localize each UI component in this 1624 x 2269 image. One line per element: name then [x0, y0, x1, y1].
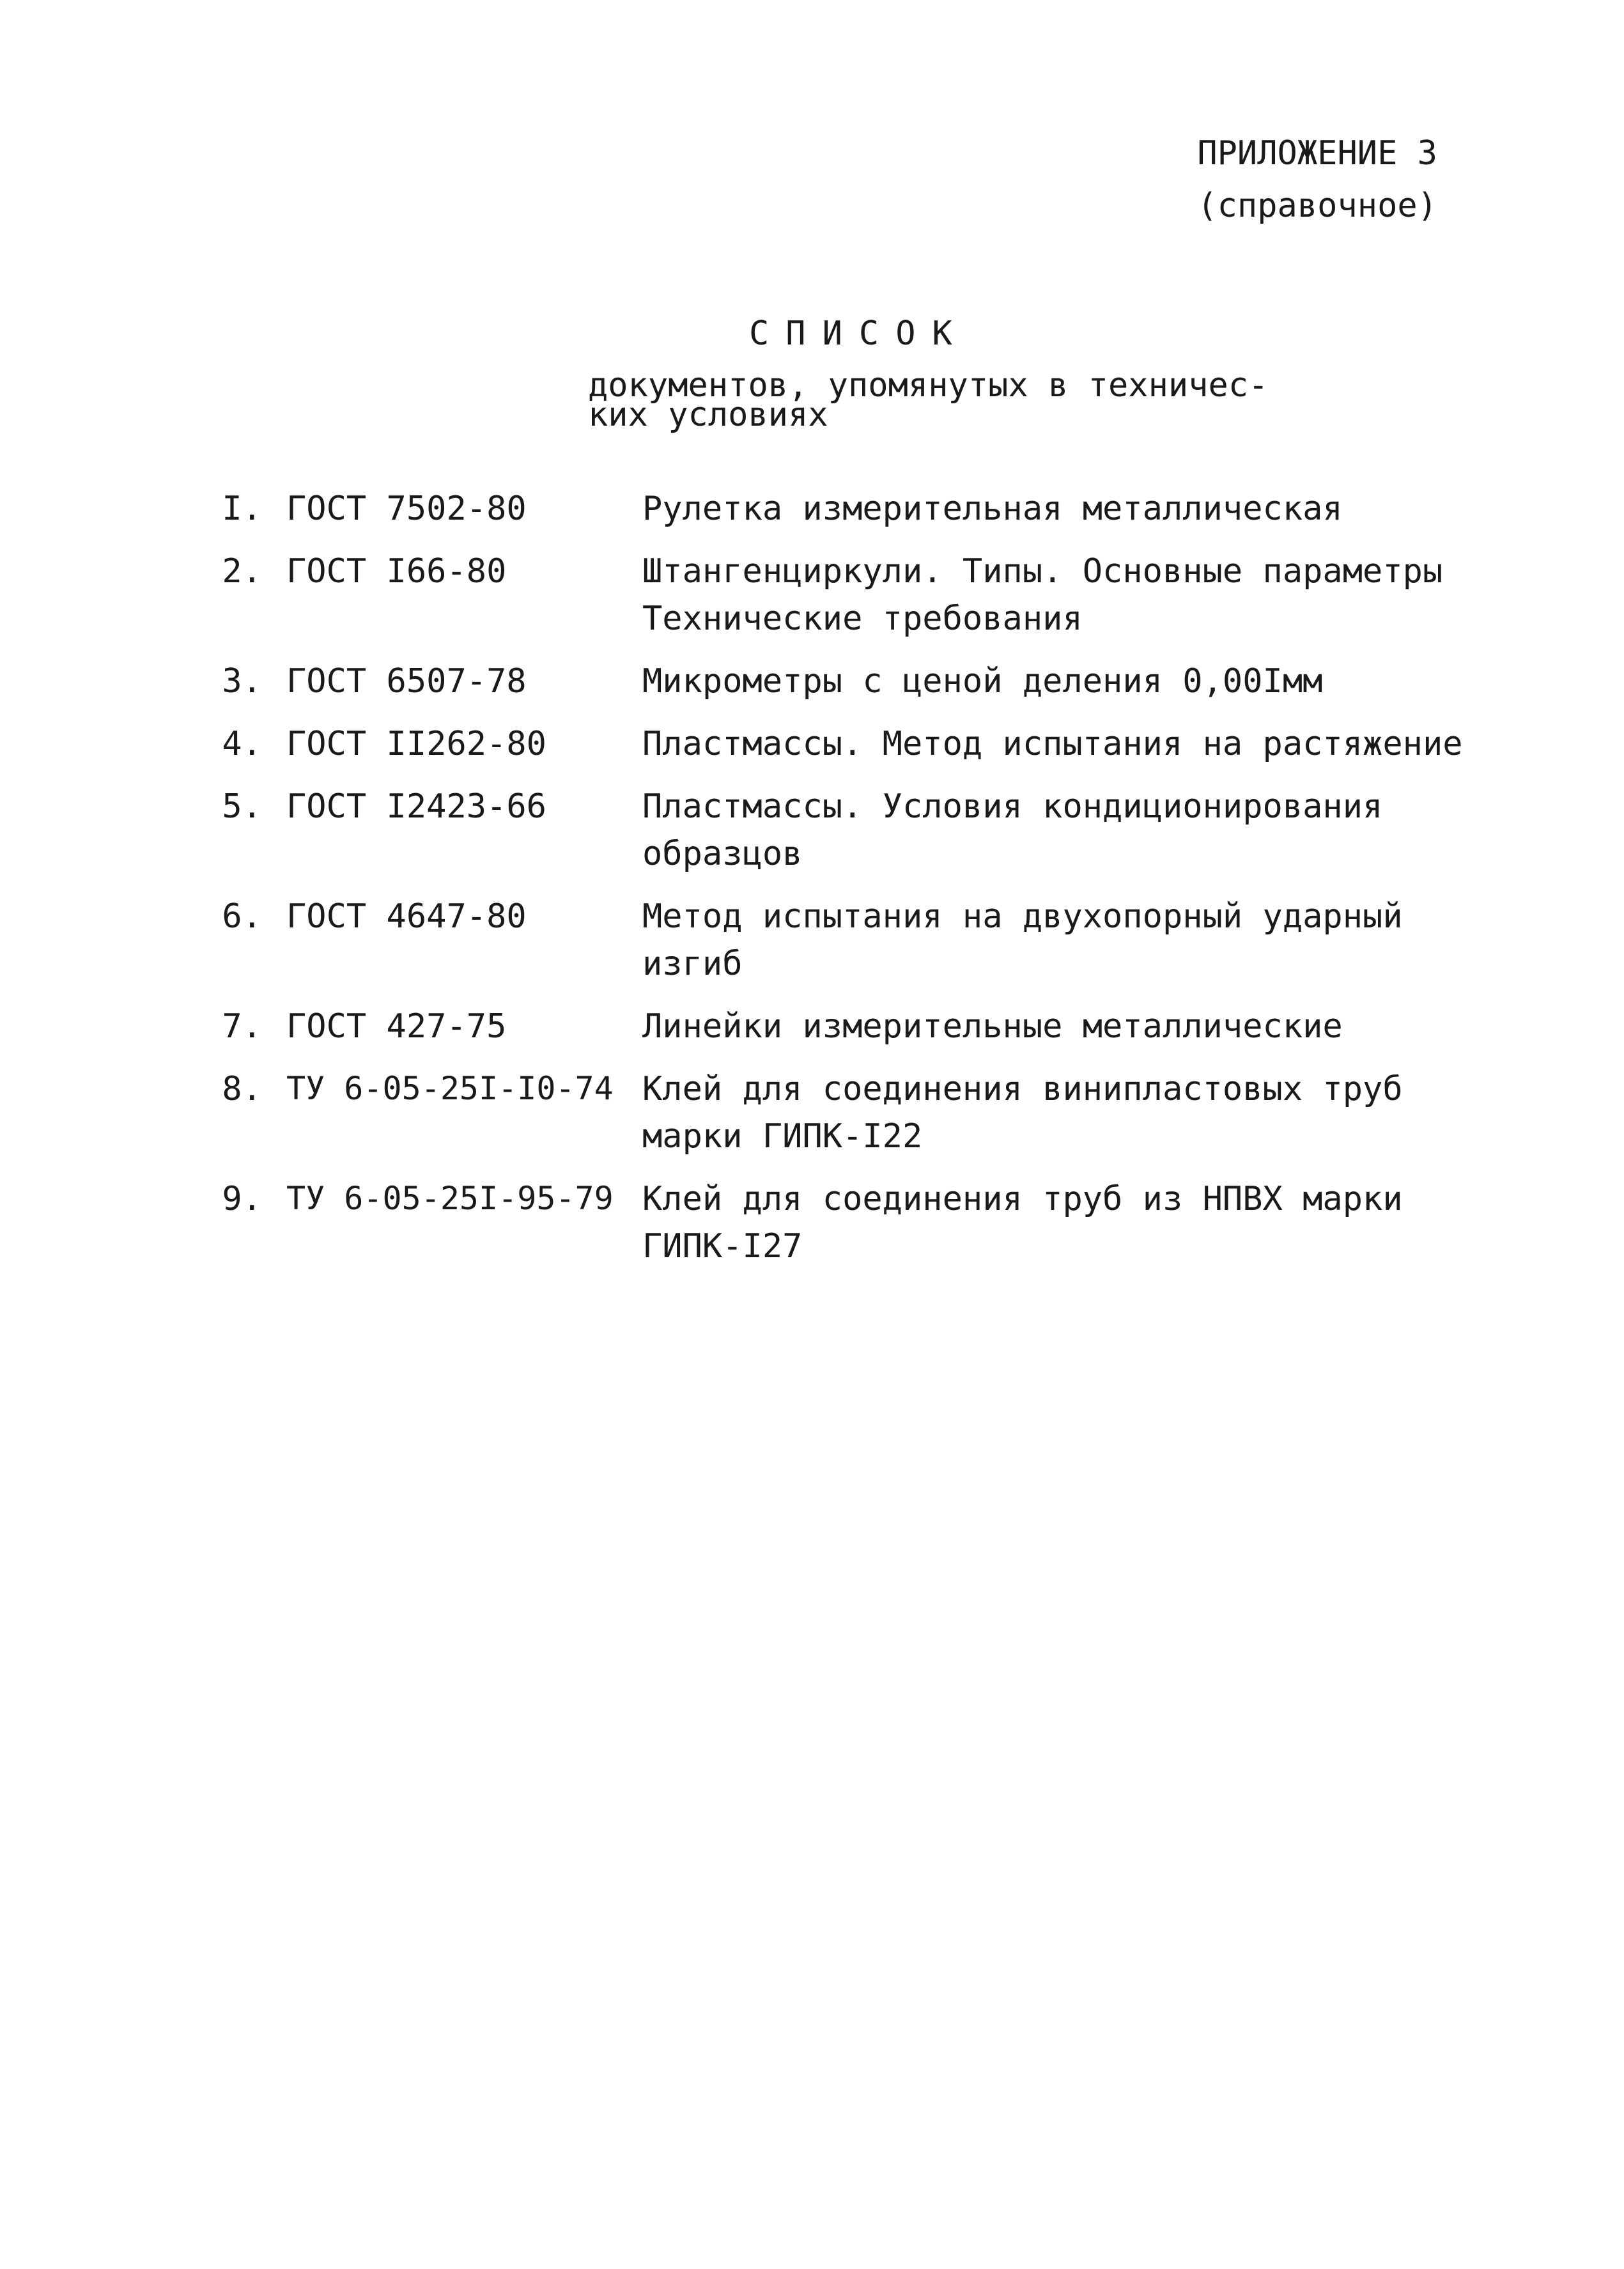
- item-number: 6.: [222, 897, 262, 936]
- item-number: I.: [222, 490, 262, 528]
- item-title: Метод испытания на двухопорный ударный изгиб: [642, 897, 1403, 983]
- annex-label: ПРИЛОЖЕНИЕ 3: [1197, 134, 1437, 173]
- item-title: Штангенциркули. Типы. Основные параметры Технические требования: [642, 552, 1443, 638]
- item-title: Пластмассы. Метод испытания на растяжение: [642, 725, 1463, 763]
- item-title: Клей для соединения винипластовых труб марки ГИПК-I22: [642, 1070, 1403, 1156]
- item-code: ГОСТ 4647-80: [286, 897, 527, 936]
- list-subtitle-line1: документов, упомянутых в техничес-: [588, 366, 1269, 405]
- item-title: Пластмассы. Условия кондиционирования образцов: [642, 787, 1383, 873]
- item-code: ГОСТ I66-80: [286, 552, 507, 591]
- item-number: 2.: [222, 552, 262, 591]
- item-code: ГОСТ 427-75: [286, 1007, 507, 1046]
- annex-type: (справочное): [1197, 187, 1437, 225]
- item-code: ТУ 6-05-25I-I0-74: [286, 1070, 614, 1107]
- item-number: 5.: [222, 787, 262, 826]
- item-code: ГОСТ 6507-78: [286, 662, 527, 701]
- item-number: 8.: [222, 1070, 262, 1108]
- item-title: Клей для соединения труб из НПВХ марки ГИПК-I27: [642, 1180, 1403, 1266]
- item-title: Рулетка измерительная металлическая: [642, 490, 1343, 528]
- item-code: ГОСТ 7502-80: [286, 490, 527, 528]
- list-title: СПИСОК: [749, 314, 969, 353]
- item-title: Микрометры с ценой деления 0,00Iмм: [642, 662, 1323, 701]
- item-title: Линейки измерительные металлические: [642, 1007, 1343, 1046]
- item-number: 9.: [222, 1180, 262, 1218]
- item-number: 4.: [222, 725, 262, 763]
- item-number: 7.: [222, 1007, 262, 1046]
- list-subtitle-line2: ких условиях: [588, 396, 828, 434]
- item-code: ГОСТ I2423-66: [286, 787, 546, 826]
- item-code: ТУ 6-05-25I-95-79: [286, 1180, 614, 1217]
- item-code: ГОСТ II262-80: [286, 725, 546, 763]
- item-number: 3.: [222, 662, 262, 701]
